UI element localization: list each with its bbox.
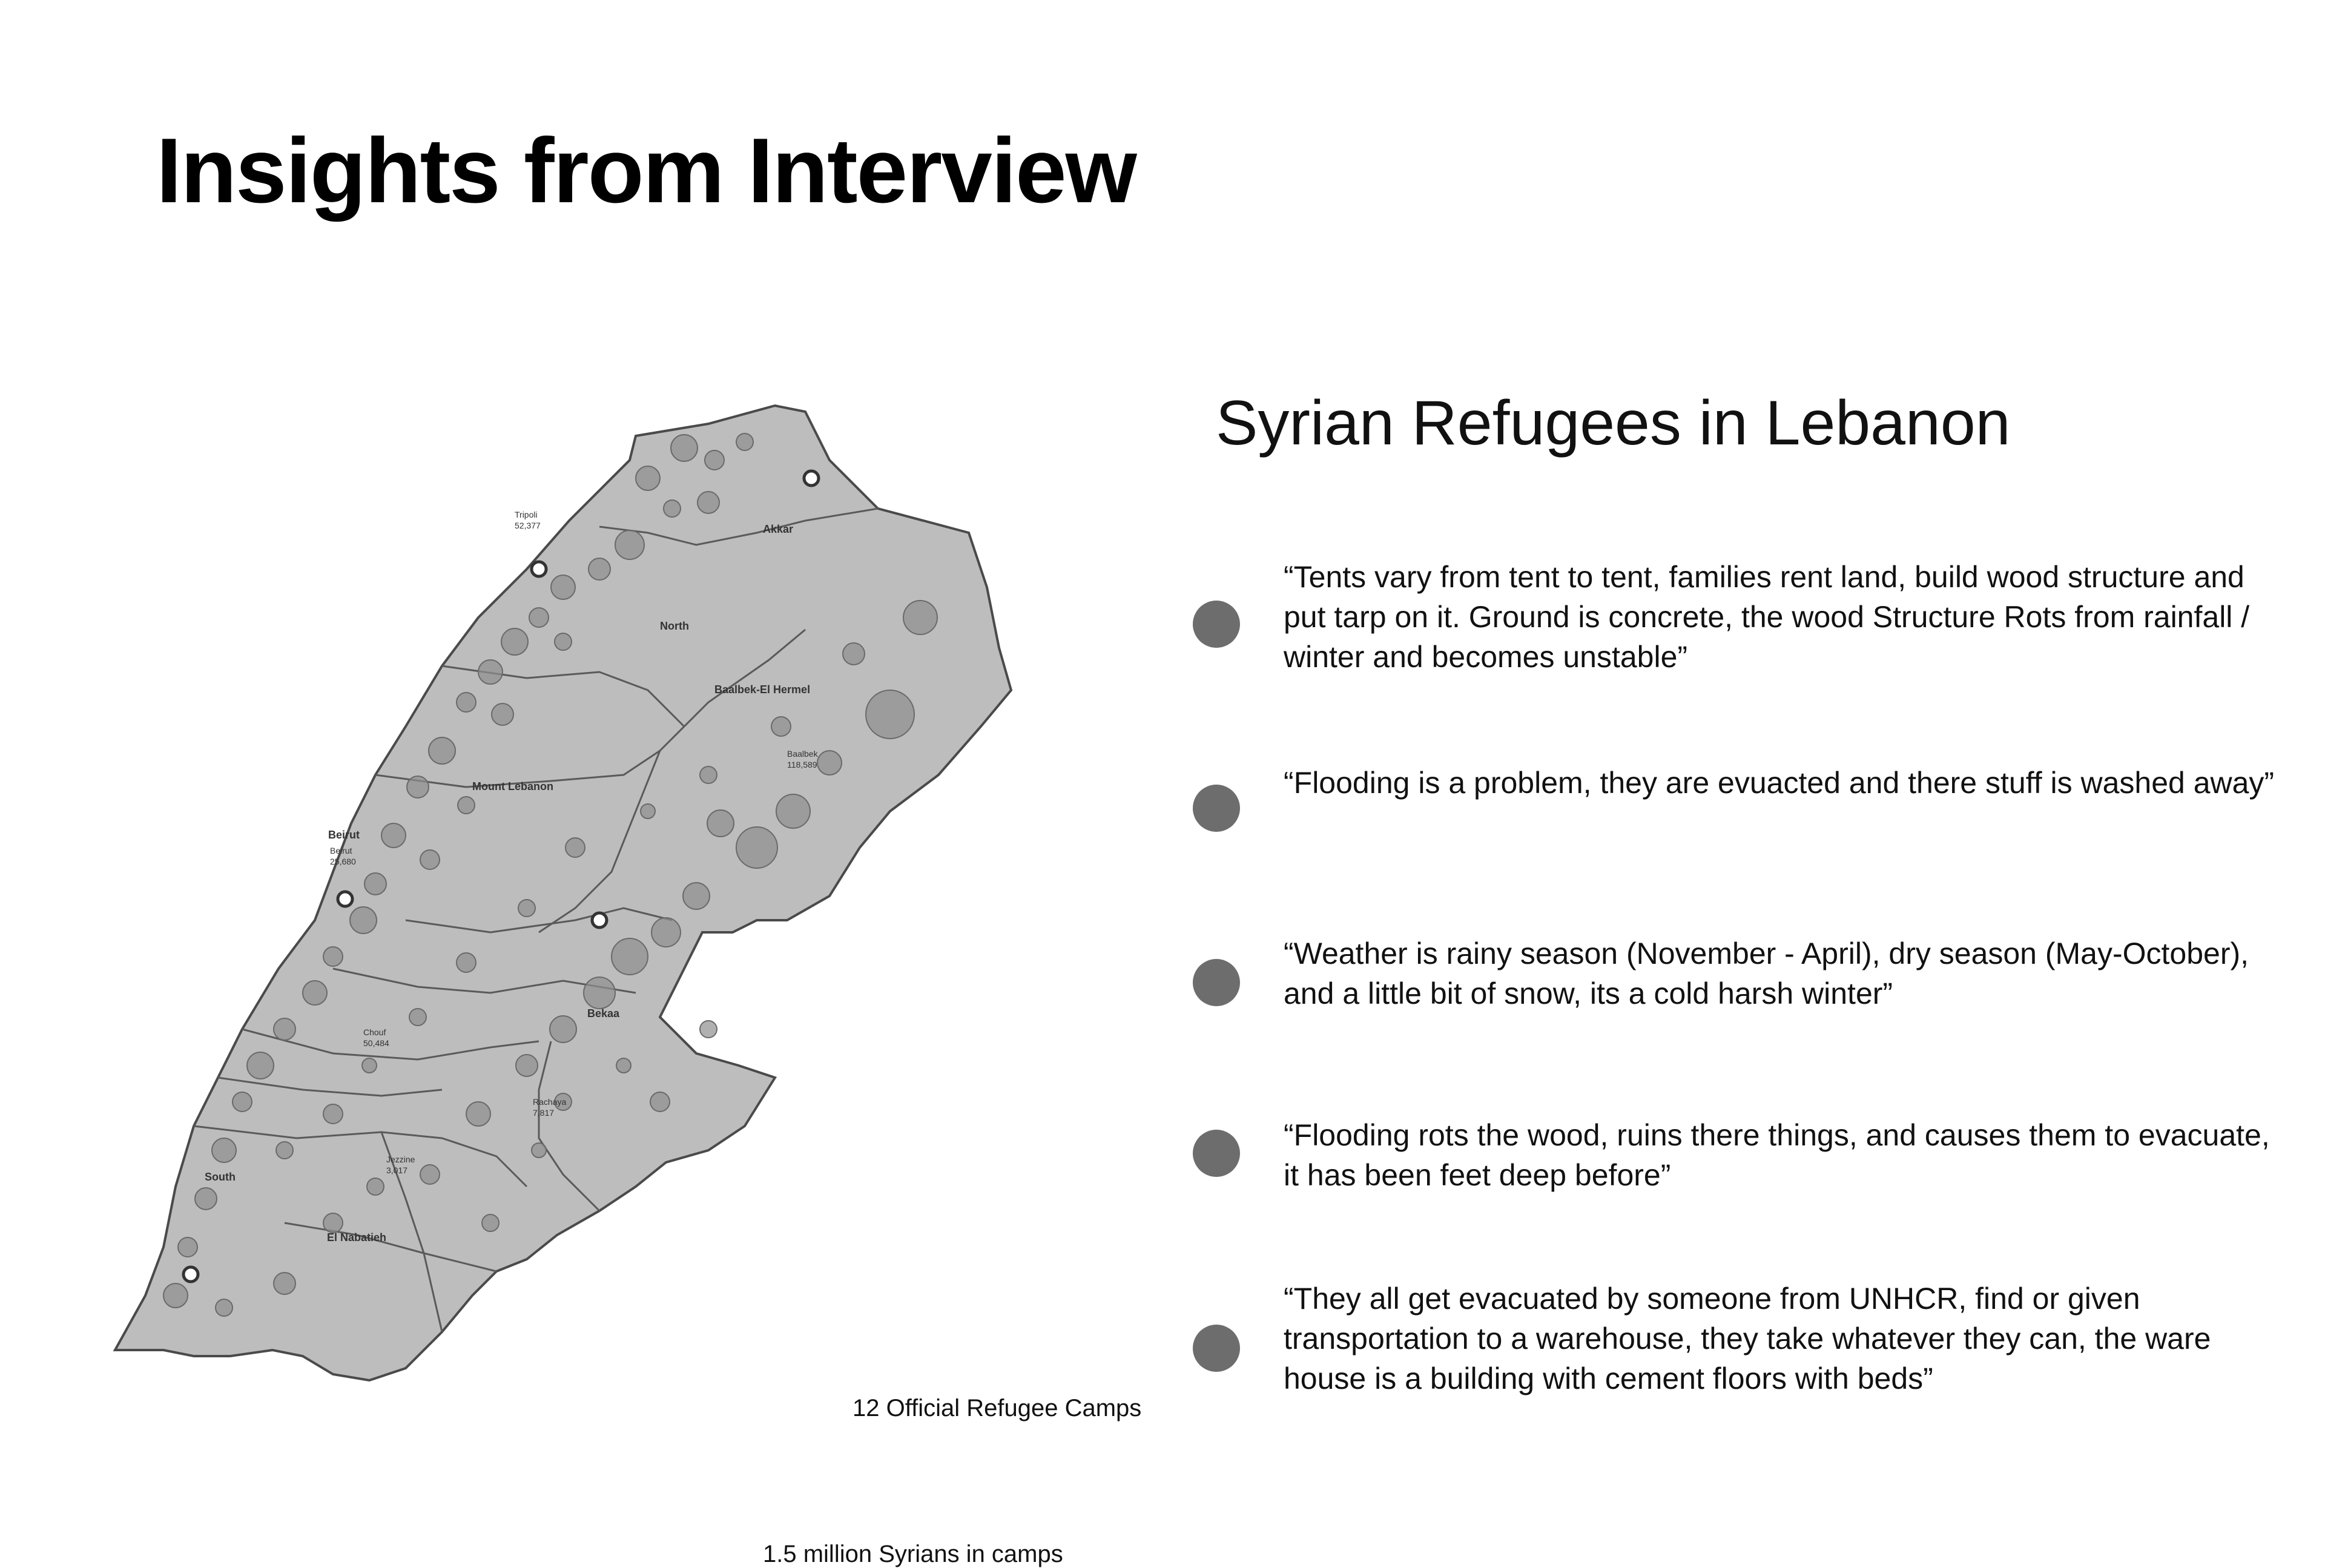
district-label-value: 118,589 [787,760,817,769]
district-label-value: 25,680 [330,857,356,866]
bullet-icon [1193,601,1240,648]
insight-quote: “Weather is rainy season (November - April), dry season (May-October), and a little bit of snow, its a cold harsh winter” [1284,937,2249,1010]
insight-quote: “Flooding is a problem, they are evuacted and there stuff is washed away” [1284,766,2275,800]
district-label-value: 52,377 [515,521,541,530]
syrians-caption: 1.5 million Syrians in camps [763,1541,1063,1567]
camps-caption: 12 Official Refugee Camps [852,1395,1142,1421]
district-label-name: Beirut [330,846,352,855]
district-label-value: 50,484 [363,1038,389,1048]
camp-marker-icon [338,892,352,906]
region-label: Baalbek-El Hermel [714,684,811,696]
camp-marker-icon [592,913,607,927]
bullet-icon [1193,785,1240,832]
region-label: Beirut [328,829,360,841]
camp-marker-icon [804,471,819,486]
bullet-icon [1193,959,1240,1006]
district-label-name: Jezzine [386,1155,415,1164]
camp-marker-icon [532,562,546,576]
bullet-icon [1193,1130,1240,1177]
camp-marker-icon [183,1267,198,1282]
region-label: South [205,1171,236,1183]
insight-quote: “Tents vary from tent to tent, families rent land, build wood structure and put tarp on it. Ground is concrete, the wood Structure Rots from rainfall / winter and becomes unstable” [1284,560,2250,674]
district-label-name: Chouf [363,1027,386,1037]
region-label: North [660,620,689,632]
insight-quote: “Flooding rots the wood, ruins there things, and causes them to evacuate, it has been feet deep before” [1284,1118,2270,1192]
region-label: Bekaa [587,1007,620,1020]
region-label: Mount Lebanon [472,780,553,792]
bullet-icon [1193,1325,1240,1372]
district-label-value: 3,017 [386,1165,408,1175]
district-label-name: Rachaya [533,1097,567,1107]
region-label: El Nabatieh [327,1231,387,1244]
district-label-name: Baalbek [787,749,818,759]
district-label-value: 7,817 [533,1108,555,1118]
map-svg [103,387,1047,1405]
page-title: Insights from Interview [156,119,1136,222]
lebanon-refugee-map [103,387,1142,1567]
district-label-name: Tripoli [515,510,538,519]
lebanon-outline [115,406,1011,1380]
region-label: Akkar [763,523,794,535]
insight-quote: “They all get evacuated by someone from UNHCR, find or given transportation to a warehouse, they take whatever they can, the ware house is a building with cement floors with beds” [1284,1282,2211,1395]
section-title: Syrian Refugees in Lebanon [1216,388,2011,458]
